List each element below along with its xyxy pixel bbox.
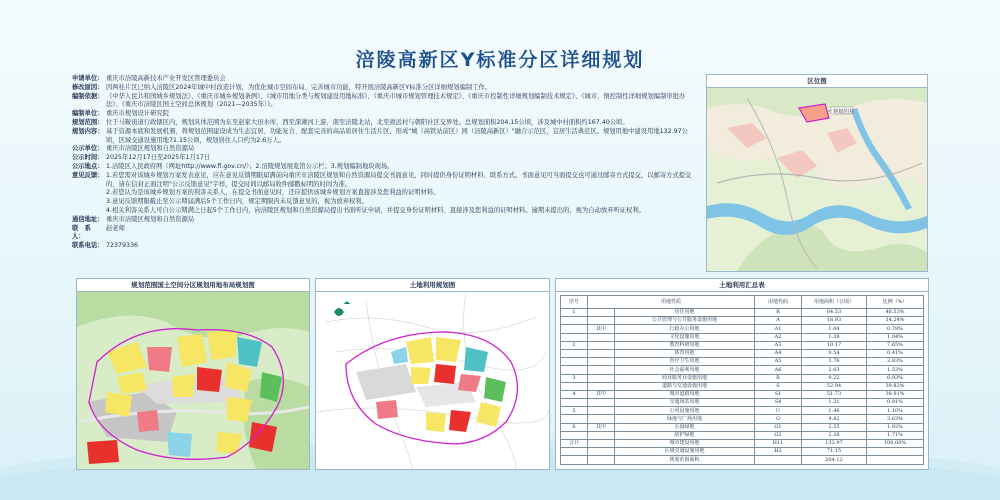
info-value: 2025年12月17日至2025年1月17日 xyxy=(106,154,211,162)
table-cell xyxy=(561,415,588,423)
table-cell xyxy=(561,431,588,439)
table-cell: 0.41% xyxy=(867,349,924,357)
table-cell: 2.83% xyxy=(867,358,924,366)
table-row xyxy=(561,317,924,325)
table-row xyxy=(561,333,924,341)
table-cell: 居住用地 xyxy=(615,309,755,317)
table-cell: 52.94 xyxy=(802,382,867,390)
info-value: 重庆市规划设计研究院 xyxy=(106,110,169,118)
table-cell: 48.53% xyxy=(867,309,924,317)
info-row xyxy=(72,145,692,154)
panel-title: 土地利用规划图 xyxy=(316,279,549,292)
info-label xyxy=(72,189,106,198)
info-value: 3.意见反馈期限截止至公示期届满后5个工作日内，规定期限内未反馈意见的，视为放弃权利。 xyxy=(106,198,368,206)
table-cell xyxy=(561,448,588,456)
table-cell: 教育科研用地 xyxy=(615,341,755,349)
location-label: 规划范围 xyxy=(833,109,854,115)
info-label: 联 系 人： xyxy=(72,224,98,241)
table-cell: A5 xyxy=(755,358,802,366)
table-cell: 18.93 xyxy=(802,317,867,325)
table-cell xyxy=(588,448,615,456)
table-row xyxy=(561,325,924,333)
table-cell: S1 xyxy=(755,390,802,398)
table-row xyxy=(561,423,924,431)
table-cell: 城市道路用地 xyxy=(615,390,755,398)
table-cell xyxy=(588,374,615,382)
land-use-table-panel xyxy=(555,278,929,470)
info-label: 编制依据： xyxy=(72,92,104,100)
table-row xyxy=(561,390,924,398)
table-cell: 1.10% xyxy=(867,407,924,415)
table-cell: 1.04 xyxy=(802,325,867,333)
table-cell: 71.15 xyxy=(802,448,867,456)
table-cell xyxy=(755,456,802,464)
table-cell: 绿地与广场用地 xyxy=(615,415,755,423)
location-map xyxy=(707,88,927,271)
table-cell: G1 xyxy=(755,423,802,431)
table-cell: 合计 xyxy=(561,440,588,448)
table-cell xyxy=(588,366,615,374)
table-cell: 1.53% xyxy=(867,366,924,374)
table-cell: 3 xyxy=(561,374,588,382)
table-cell: 公共管理与公共服务设施用地 xyxy=(615,317,755,325)
land-use-plan-panel xyxy=(315,278,550,470)
table-cell: 医疗卫生用地 xyxy=(615,358,755,366)
info-label: 规划内容： xyxy=(72,127,104,135)
info-value: 基于资源本底和发展机遇，将规划范围建设成为生态宜居、功能复合、配套完善的高品质居住生活片区，形成"城（高铁站前区）园（涪陵高新区）"融合示范区，宜居生活典范区。规划用地中建设用地132.97公顷，区域交通设施用地71.15公顷，规划居住人口约为2.6万人。 xyxy=(106,127,688,144)
table-cell: 4.82 xyxy=(802,415,867,423)
table-cell: 0.91% xyxy=(867,399,924,407)
table-cell: A xyxy=(755,317,802,325)
table-cell xyxy=(561,349,588,357)
table-cell: 规划范围面积 xyxy=(615,456,755,464)
table-cell: 其中 xyxy=(588,423,615,431)
table-cell xyxy=(588,431,615,439)
table-cell: 交通场站用地 xyxy=(615,399,755,407)
table-cell xyxy=(588,382,615,390)
table-cell: 道路与交通设施用地 xyxy=(615,382,755,390)
table-cell: 社会福利用地 xyxy=(615,366,755,374)
table-row xyxy=(561,456,924,464)
table-row xyxy=(561,341,924,349)
table-row xyxy=(561,374,924,382)
info-row xyxy=(72,119,692,128)
info-value: 72379336 xyxy=(106,242,139,250)
info-label: 规划范围： xyxy=(72,118,104,126)
info-label: 申请单位： xyxy=(72,75,104,82)
info-value: 位于马鞍街道行政辖区内，规划具体范围为东至赵家大田水库，西至深滩河上游，南至涪陵北站，北至致远村与朝阳社区交界处。总规划面积204.15公顷，涉及城中村面积约167.40公顷。 xyxy=(106,118,629,126)
table-cell xyxy=(588,440,615,448)
table-header: 用地面积（公顷） xyxy=(802,296,867,309)
table-cell: 公用设施用地 xyxy=(615,407,755,415)
table-cell: 其中 xyxy=(588,390,615,398)
table-cell: 2.28 xyxy=(802,431,867,439)
info-row xyxy=(72,93,692,111)
table-row xyxy=(561,440,924,448)
land-use-plan-map xyxy=(316,292,549,469)
panel-title: 土地利用汇总表 xyxy=(556,279,928,292)
table-cell: 39.82% xyxy=(867,382,924,390)
table-cell xyxy=(561,317,588,325)
info-value: 1.若您需对该城乡规划方案发表意见，应在意见反馈期限届满前向重庆市涪陵区规划和自然资源局提交书面意见，同时提供身份证明材料、联系方式。书面意见可当面提交也可通过邮寄方式提交，以邮寄方式提交的，请在信封正面注明"公示反馈意见"字样，提交时间以邮局收件邮戳标明的时间为准。 xyxy=(106,171,692,188)
table-cell: 5 xyxy=(561,407,588,415)
table-row xyxy=(561,407,924,415)
info-value: 4.相关利害关系人可自公示期满之日起5个工作日内，向涪陵区规划和自然资源局提出书面听证申请，并提交身份证明材料、直接涉及您利益的证明材料。逾期未提出的，视为自动放弃听证权利。 xyxy=(106,206,645,214)
table-cell: R xyxy=(755,309,802,317)
table-cell: S xyxy=(755,382,802,390)
land-use-table xyxy=(560,295,924,465)
table-cell: 1.46 xyxy=(802,407,867,415)
table-row xyxy=(561,431,924,439)
info-row xyxy=(72,189,692,198)
info-row xyxy=(72,75,692,84)
table-cell xyxy=(561,325,588,333)
table-cell: H2 xyxy=(755,448,802,456)
table-cell: 行政办公用地 xyxy=(615,325,755,333)
info-label xyxy=(72,198,106,207)
info-row xyxy=(72,163,692,172)
table-cell: 6.93% xyxy=(867,374,924,382)
info-row xyxy=(72,216,692,225)
table-cell: 3.63% xyxy=(867,415,924,423)
table-cell: A4 xyxy=(755,349,802,357)
table-cell: 公园绿地 xyxy=(615,423,755,431)
table-cell: A2 xyxy=(755,333,802,341)
table-cell xyxy=(588,349,615,357)
table-cell: H11 xyxy=(755,440,802,448)
info-label: 公示单位： xyxy=(72,145,104,153)
table-cell: 204.12 xyxy=(802,456,867,464)
table-cell: 1.92% xyxy=(867,423,924,431)
table-cell: 14.24% xyxy=(867,317,924,325)
table-cell: 4 xyxy=(561,390,588,398)
table-cell: 1.38 xyxy=(802,333,867,341)
table-header: 序号 xyxy=(561,296,588,309)
table-cell: A6 xyxy=(755,366,802,374)
table-cell: 0.54 xyxy=(802,349,867,357)
landuse-map-panel xyxy=(76,278,310,470)
table-cell: G xyxy=(755,415,802,423)
table-cell xyxy=(561,366,588,374)
table-row xyxy=(561,399,924,407)
table-row xyxy=(561,366,924,374)
notice-info xyxy=(72,75,692,251)
info-value: 1.涪陵区人民政府网（网址http://www.fl.gov.cn/）；2.涪陵规划展览馆公示栏；3.规划编制地块现场。 xyxy=(106,162,394,170)
table-cell xyxy=(561,358,588,366)
table-cell xyxy=(588,309,615,317)
landuse-map xyxy=(77,292,309,469)
panel-title: 规划范围国土空间分区规划用地布局规划图 xyxy=(77,279,309,292)
table-cell xyxy=(561,382,588,390)
table-row xyxy=(561,309,924,317)
table-cell xyxy=(588,407,615,415)
info-row xyxy=(72,154,692,163)
table-cell: 9.22 xyxy=(802,374,867,382)
table-cell: 区域交通设施用地 xyxy=(615,448,755,456)
table-cell xyxy=(561,333,588,341)
table-cell xyxy=(588,341,615,349)
table-cell xyxy=(588,415,615,423)
table-cell: 防护绿地 xyxy=(615,431,755,439)
info-row xyxy=(72,225,692,243)
table-header: 用地代码 xyxy=(755,296,802,309)
table-cell: 132.97 xyxy=(802,440,867,448)
info-row xyxy=(72,110,692,119)
page-title: 涪陵高新区Y标准分区详细规划 xyxy=(355,49,645,71)
table-cell: A1 xyxy=(755,325,802,333)
table-cell: 51.73 xyxy=(802,390,867,398)
table-cell: 0.78% xyxy=(867,325,924,333)
info-value: 重庆市涪陵区规划和自然资源局 xyxy=(106,145,195,153)
info-value: 2.若您认为是该城乡规划方案的利害关系人，在提交书面意见时，还应提供该城乡规划方案直接涉及您利益的证明材料。 xyxy=(106,189,440,197)
table-cell xyxy=(561,399,588,407)
panel-title: 区位图 xyxy=(707,75,927,88)
table-cell: G2 xyxy=(755,431,802,439)
info-label: 公示地点： xyxy=(72,162,104,170)
table-cell: 1.04% xyxy=(867,333,924,341)
info-label: 修改原因： xyxy=(72,83,104,91)
table-cell: 1.71% xyxy=(867,431,924,439)
info-value: 《中华人民共和国城乡规划法》、《重庆市城乡规划条例》、《城市用地分类与规划建设用地标准》、《重庆市城市规划管理技术规定》、《重庆市控制性详细规划编制技术规定》、《城市、镇控制性详细规划编制审批办法》、《重庆市涪陵区国土空间总体规划（2021—2035年）》。 xyxy=(106,92,686,109)
table-cell: 3.76 xyxy=(802,358,867,366)
info-label: 通信地址： xyxy=(72,215,104,223)
table-cell: 城市建设用地 xyxy=(615,440,755,448)
info-row xyxy=(72,207,692,216)
table-row xyxy=(561,349,924,357)
table-cell: 其中 xyxy=(588,325,615,333)
info-row xyxy=(72,198,692,207)
info-label: 联系电话： xyxy=(72,242,104,250)
table-header: 比例（%） xyxy=(867,296,924,309)
table-cell: U xyxy=(755,407,802,415)
table-cell xyxy=(588,399,615,407)
info-value: 因两桂片区已纳入涪陵区2024年城中村改造计划，为优化城市空间布局、完善城市功能，特开展涪陵高新区Y标准分区详细规划编制工作。 xyxy=(106,83,492,91)
table-cell: 7.65% xyxy=(867,341,924,349)
info-label: 编制单位： xyxy=(72,110,104,118)
table-cell xyxy=(867,448,924,456)
info-value: 重庆市涪陵区规划和自然资源局 xyxy=(106,215,195,223)
table-row xyxy=(561,358,924,366)
table-row xyxy=(561,415,924,423)
info-row xyxy=(72,242,692,251)
table-cell: A3 xyxy=(755,341,802,349)
info-row xyxy=(72,84,692,93)
info-label: 意见反馈： xyxy=(72,171,104,179)
table-cell xyxy=(588,456,615,464)
table-cell xyxy=(588,358,615,366)
table-cell: 1.21 xyxy=(802,399,867,407)
table-cell xyxy=(561,456,588,464)
table-cell: 商业服务业设施用地 xyxy=(615,374,755,382)
table-cell: 2.55 xyxy=(802,423,867,431)
table-cell: S4 xyxy=(755,399,802,407)
table-cell: 100.00% xyxy=(867,440,924,448)
table-cell: 38.91% xyxy=(867,390,924,398)
table-row xyxy=(561,448,924,456)
table-cell: 1 xyxy=(561,309,588,317)
info-label xyxy=(72,207,106,216)
info-row xyxy=(72,128,692,146)
table-cell: 10.17 xyxy=(802,341,867,349)
table-cell: 64.53 xyxy=(802,309,867,317)
info-label: 公示时间： xyxy=(72,154,104,162)
table-row xyxy=(561,382,924,390)
info-row xyxy=(72,172,692,190)
table-cell: 体育用地 xyxy=(615,349,755,357)
table-cell: 6 xyxy=(561,423,588,431)
info-value: 重庆市涪陵高新技术产业开发区管理委员会 xyxy=(106,75,226,82)
table-cell: 2 xyxy=(561,341,588,349)
info-value: 赵老师 xyxy=(106,224,125,232)
table-cell: 文化设施用地 xyxy=(615,333,755,341)
table-cell: 2.03 xyxy=(802,366,867,374)
table-cell xyxy=(867,456,924,464)
location-map-panel xyxy=(706,74,928,272)
table-cell: B xyxy=(755,374,802,382)
table-header: 用地性质 xyxy=(588,296,755,309)
table-cell xyxy=(588,317,615,325)
table-cell xyxy=(588,333,615,341)
